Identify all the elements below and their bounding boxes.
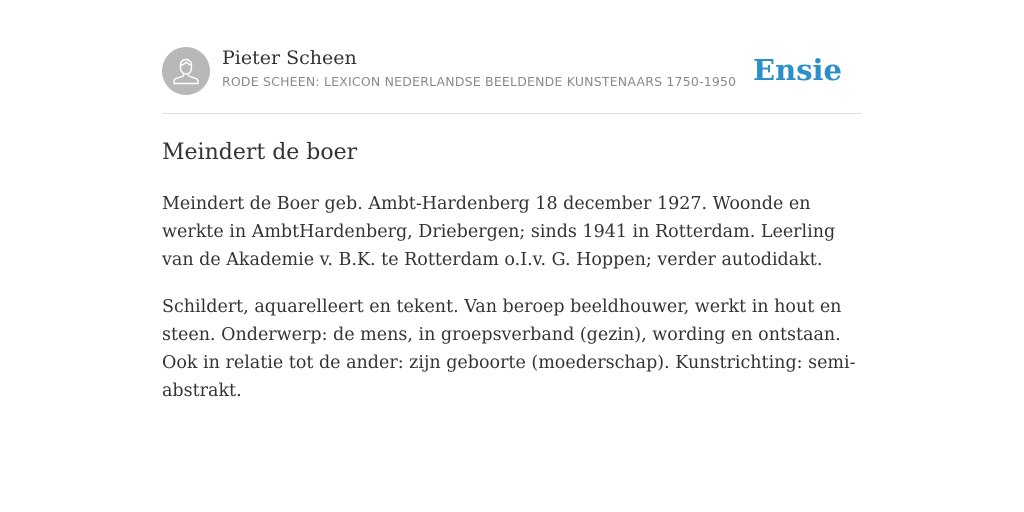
page-title: Meindert de boer bbox=[162, 140, 358, 165]
header-divider bbox=[162, 113, 862, 114]
article-paragraph: Schildert, aquarelleert en tekent. Van beroep beeldhouwer, werkt in hout en steen. Onderwerp: de mens, in groepsverband (gezin), wording en ontstaan. Ook in relatie tot de ander: zijn geboorte (moederschap). Kunstrichting: semi-abstrakt. bbox=[162, 297, 856, 401]
source-label[interactable]: RODE SCHEEN: LEXICON NEDERLANDSE BEELDENDE KUNSTENAARS 1750-1950 bbox=[222, 74, 737, 89]
ensie-logo[interactable]: Ensie bbox=[753, 53, 842, 87]
author-avatar[interactable] bbox=[162, 47, 210, 95]
article-body bbox=[162, 190, 864, 424]
author-name[interactable]: Pieter Scheen bbox=[222, 47, 357, 69]
article-paragraph: Meindert de Boer geb. Ambt-Hardenberg 18 december 1927. Woonde en werkte in AmbtHardenberg, Driebergen; sinds 1941 in Rotterdam. Leerling van de Akademie v. B.K. te Rotterdam o.I.v. G. Hoppen; verder autodidakt. bbox=[162, 194, 836, 270]
article-header bbox=[162, 46, 862, 114]
user-avatar-icon bbox=[162, 47, 210, 95]
